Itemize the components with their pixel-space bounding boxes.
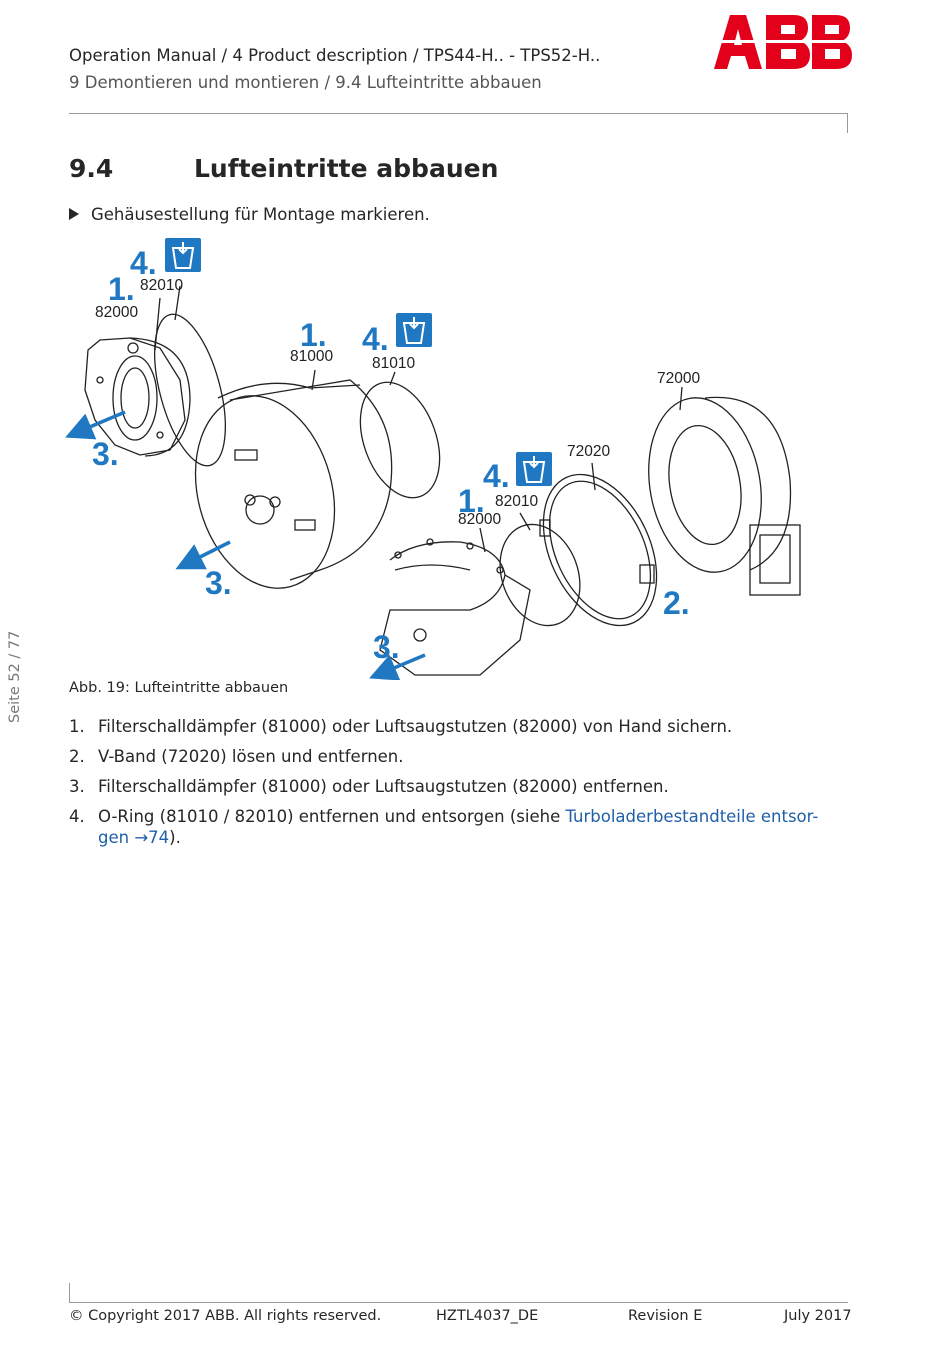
page-number-side: Seite 52 / 77 — [7, 630, 23, 723]
callout-step-4-right: 4. — [483, 458, 510, 494]
footer-date: July 2017 — [784, 1308, 852, 1324]
footer-rule — [69, 1302, 848, 1303]
cross-reference-link[interactable]: Turboladerbestandteile entsor-gen →74 — [98, 807, 819, 847]
callout-step-1-right: 1. — [458, 483, 485, 519]
callout-step-4-left: 4. — [130, 245, 157, 281]
step-text: Filterschalldämpfer (81000) oder Luftsaugstutzen (82000) von Hand sichern. — [98, 717, 733, 736]
header-rule-tick — [847, 113, 848, 133]
footer-rule-tick — [69, 1283, 70, 1303]
remove-arrow-middle — [188, 542, 230, 563]
instruction-item — [69, 205, 430, 224]
list-item — [69, 716, 849, 737]
callout-step-1-left: 1. — [108, 271, 135, 307]
dispose-icon — [396, 313, 432, 347]
header-rule — [69, 113, 848, 114]
list-item — [69, 746, 849, 767]
footer-revision: Revision E — [628, 1308, 703, 1324]
callout-step-4-middle: 4. — [362, 321, 389, 357]
section-title: Lufteintritte abbauen — [194, 154, 499, 183]
dispose-icon — [165, 238, 201, 272]
procedure-steps — [69, 716, 849, 857]
step-number: 2. — [69, 747, 85, 766]
step-text-after: ). — [169, 828, 181, 847]
list-item — [69, 776, 849, 797]
callout-step-2: 2. — [663, 585, 690, 621]
part-label-82010-left: 82010 — [140, 277, 184, 294]
part-label-72020: 72020 — [567, 443, 611, 460]
callout-step-3-left: 3. — [92, 436, 119, 472]
compressor-housing-drawing — [636, 389, 800, 595]
callout-step-3-middle: 3. — [205, 565, 232, 601]
callout-step-3-right: 3. — [373, 629, 400, 665]
step-number: 4. — [69, 807, 85, 826]
step-text-before: O-Ring (81010 / 82010) entfernen und entsorgen (siehe — [98, 807, 566, 826]
part-label-81010: 81010 — [372, 355, 416, 372]
step-number: 1. — [69, 717, 85, 736]
part-label-82000-left: 82000 — [95, 304, 139, 321]
air-inlet-right-drawing — [380, 539, 530, 675]
section-number: 9.4 — [69, 154, 114, 183]
list-item — [69, 806, 849, 848]
callout-step-1-middle: 1. — [300, 317, 327, 353]
footer-doc-id: HZTL4037_DE — [436, 1308, 539, 1324]
part-label-81000: 81000 — [290, 348, 334, 365]
bullet-triangle-icon — [69, 208, 79, 220]
step-text: Filterschalldämpfer (81000) oder Luftsaugstutzen (82000) entfernen. — [98, 777, 669, 796]
step-text: V-Band (72020) lösen und entfernen. — [98, 747, 404, 766]
part-label-82000-right: 82000 — [458, 511, 502, 528]
figure-caption: Abb. 19: Lufteintritte abbauen — [69, 680, 289, 696]
exploded-view-figure — [60, 230, 880, 680]
part-label-82010-right: 82010 — [495, 493, 539, 510]
footer-copyright: © Copyright 2017 ABB. All rights reserved. — [69, 1308, 382, 1324]
part-label-72000: 72000 — [657, 370, 701, 387]
dispose-icon — [516, 452, 552, 486]
abb-logo — [712, 13, 852, 71]
step-number: 3. — [69, 777, 85, 796]
header-subsection: 9 Demontieren und montieren / 9.4 Lufteintritte abbauen — [69, 73, 542, 92]
header-breadcrumb: Operation Manual / 4 Product description / TPS44-H.. - TPS52-H.. — [69, 46, 601, 65]
o-ring-81010-drawing — [346, 371, 455, 508]
instruction-text: Gehäusestellung für Montage markieren. — [91, 205, 430, 224]
